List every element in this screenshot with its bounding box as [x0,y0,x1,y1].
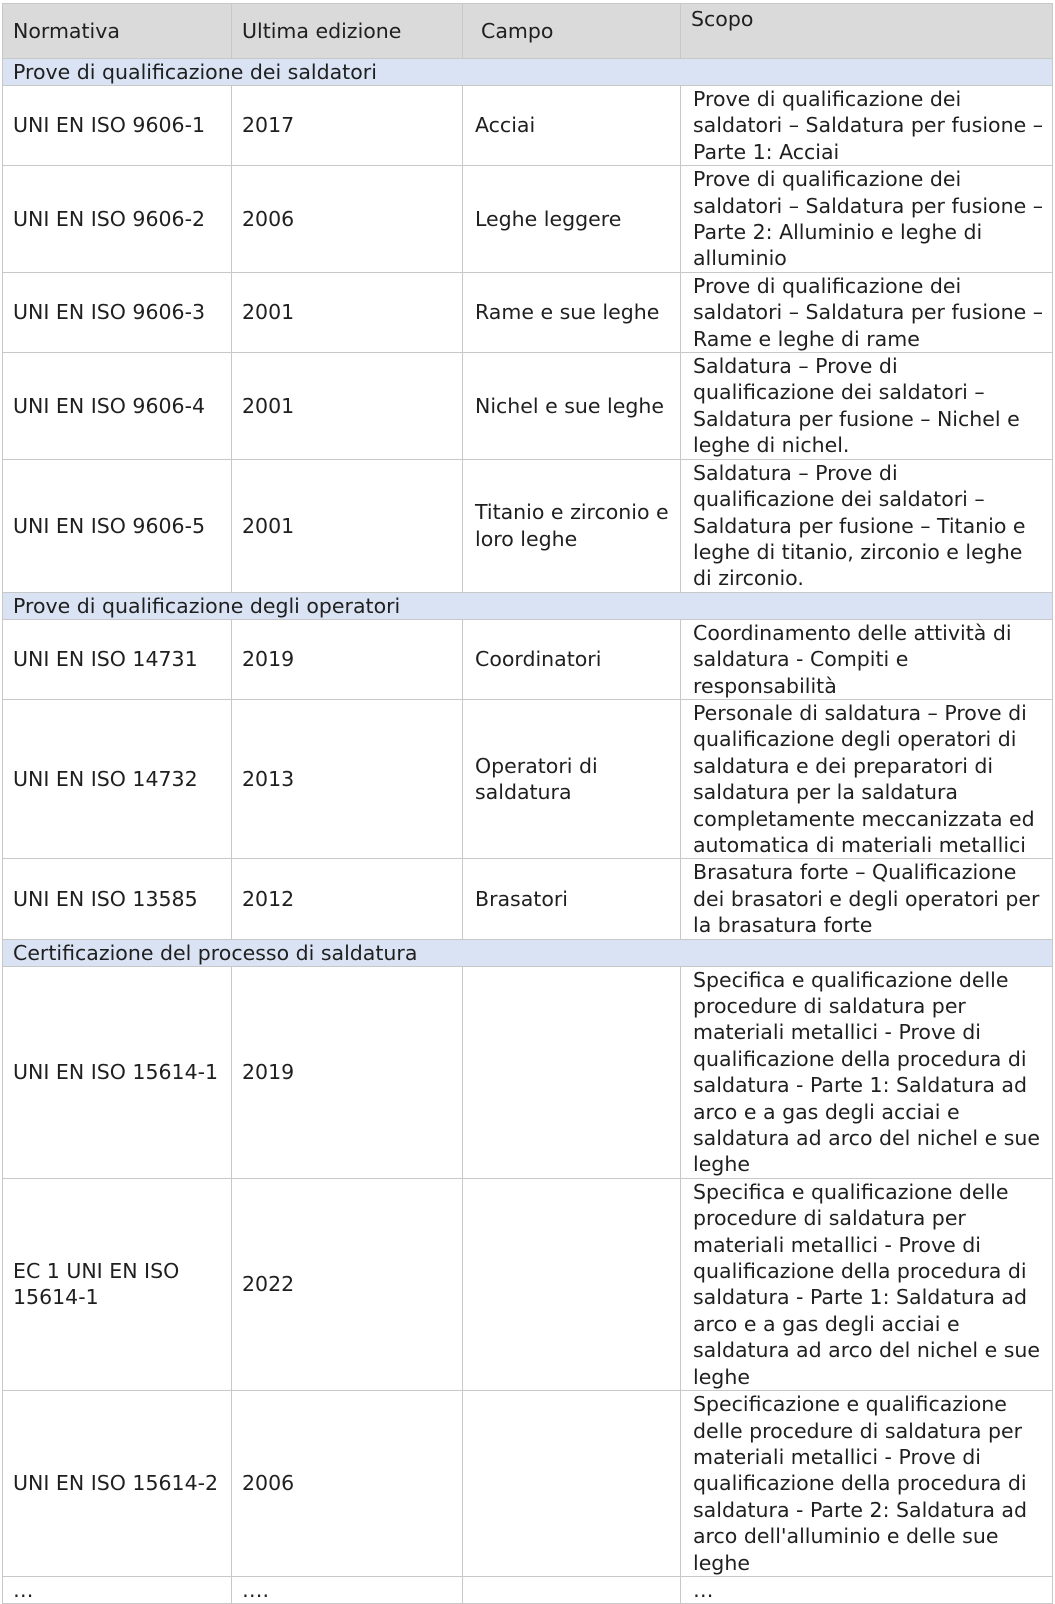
header-scopo: Scopo [681,4,1053,59]
cell-normativa: UNI EN ISO 9606-4 [3,353,232,460]
cell-scopo: Specificazione e qualificazione delle procedure di saldatura per materiali metallici - Prove di qualificazione della procedura di saldatura - Parte 2: Saldatura ad arco dell'alluminio e delle sue leghe [681,1391,1053,1577]
cell-campo: Operatori di saldatura [463,699,681,858]
table-header-row [3,4,1053,59]
cell-edizione: 2019 [232,966,463,1178]
cell-scopo: Specifica e qualificazione delle procedure di saldatura per materiali metallici - Prove di qualificazione della procedura di saldatura - Parte 1: Saldatura ad arco e a gas degli acciai e saldatura ad arco del nichel e sue leghe [681,966,1053,1178]
cell-edizione: 2019 [232,619,463,699]
cell-scopo: Personale di saldatura – Prove di qualificazione degli operatori di saldatura e dei preparatori di saldatura per la saldatura completamente meccanizzata ed automatica di materiali metallici [681,699,1053,858]
table-row [3,272,1053,352]
cell-normativa: UNI EN ISO 13585 [3,859,232,939]
cell-normativa: UNI EN ISO 14732 [3,699,232,858]
cell-edizione: 2006 [232,166,463,273]
cell-normativa: UNI EN ISO 9606-3 [3,272,232,352]
cell-edizione: 2022 [232,1178,463,1390]
section-header-row [3,939,1053,966]
table-row [3,1576,1053,1603]
section-header-row [3,592,1053,619]
cell-edizione: 2012 [232,859,463,939]
cell-scopo: … [681,1576,1053,1603]
cell-normativa: EC 1 UNI EN ISO 15614-1 [3,1178,232,1390]
cell-scopo: Brasatura forte – Qualificazione dei brasatori e degli operatori per la brasatura forte [681,859,1053,939]
cell-normativa: UNI EN ISO 9606-1 [3,86,232,166]
cell-campo [463,966,681,1178]
cell-edizione: 2001 [232,459,463,592]
cell-campo [463,1178,681,1390]
cell-normativa: UNI EN ISO 15614-2 [3,1391,232,1577]
cell-campo [463,1391,681,1577]
cell-normativa: UNI EN ISO 9606-2 [3,166,232,273]
table-row [3,619,1053,699]
header-ultima-edizione: Ultima edizione [232,4,463,59]
table-row [3,166,1053,273]
cell-scopo: Prove di qualificazione dei saldatori – Saldatura per fusione – Parte 2: Alluminio e leghe di alluminio [681,166,1053,273]
cell-edizione: 2017 [232,86,463,166]
cell-campo [463,1576,681,1603]
section-title: Certificazione del processo di saldatura [3,939,1053,966]
header-campo: Campo [463,4,681,59]
header-normativa: Normativa [3,4,232,59]
table-row [3,1391,1053,1577]
table-row [3,859,1053,939]
cell-normativa: UNI EN ISO 9606-5 [3,459,232,592]
cell-scopo: Coordinamento delle attività di saldatura - Compiti e responsabilità [681,619,1053,699]
cell-edizione: 2013 [232,699,463,858]
table-row [3,699,1053,858]
standards-table [2,3,1053,1604]
cell-campo: Rame e sue leghe [463,272,681,352]
cell-scopo: Saldatura – Prove di qualificazione dei saldatori – Saldatura per fusione – Nichel e leghe di nichel. [681,353,1053,460]
standards-table-container [2,3,1052,1604]
cell-edizione: 2001 [232,272,463,352]
section-title: Prove di qualificazione dei saldatori [3,59,1053,86]
cell-campo: Coordinatori [463,619,681,699]
cell-normativa: UNI EN ISO 14731 [3,619,232,699]
cell-campo: Titanio e zirconio e loro leghe [463,459,681,592]
cell-campo: Nichel e sue leghe [463,353,681,460]
table-row [3,353,1053,460]
cell-campo: Leghe leggere [463,166,681,273]
table-row [3,459,1053,592]
cell-edizione: 2006 [232,1391,463,1577]
table-row [3,966,1053,1178]
cell-normativa: … [3,1576,232,1603]
cell-edizione: 2001 [232,353,463,460]
cell-scopo: Saldatura – Prove di qualificazione dei saldatori – Saldatura per fusione – Titanio e leghe di titanio, zirconio e leghe di zirconio. [681,459,1053,592]
cell-scopo: Specifica e qualificazione delle procedure di saldatura per materiali metallici - Prove di qualificazione della procedura di saldatura - Parte 1: Saldatura ad arco e a gas degli acciai e saldatura ad arco del nichel e sue leghe [681,1178,1053,1390]
cell-campo: Acciai [463,86,681,166]
cell-normativa: UNI EN ISO 15614-1 [3,966,232,1178]
cell-campo: Brasatori [463,859,681,939]
table-row [3,86,1053,166]
table-row [3,1178,1053,1390]
cell-edizione: …. [232,1576,463,1603]
cell-scopo: Prove di qualificazione dei saldatori – Saldatura per fusione – Rame e leghe di rame [681,272,1053,352]
section-title: Prove di qualificazione degli operatori [3,592,1053,619]
section-header-row [3,59,1053,86]
cell-scopo: Prove di qualificazione dei saldatori – Saldatura per fusione – Parte 1: Acciai [681,86,1053,166]
